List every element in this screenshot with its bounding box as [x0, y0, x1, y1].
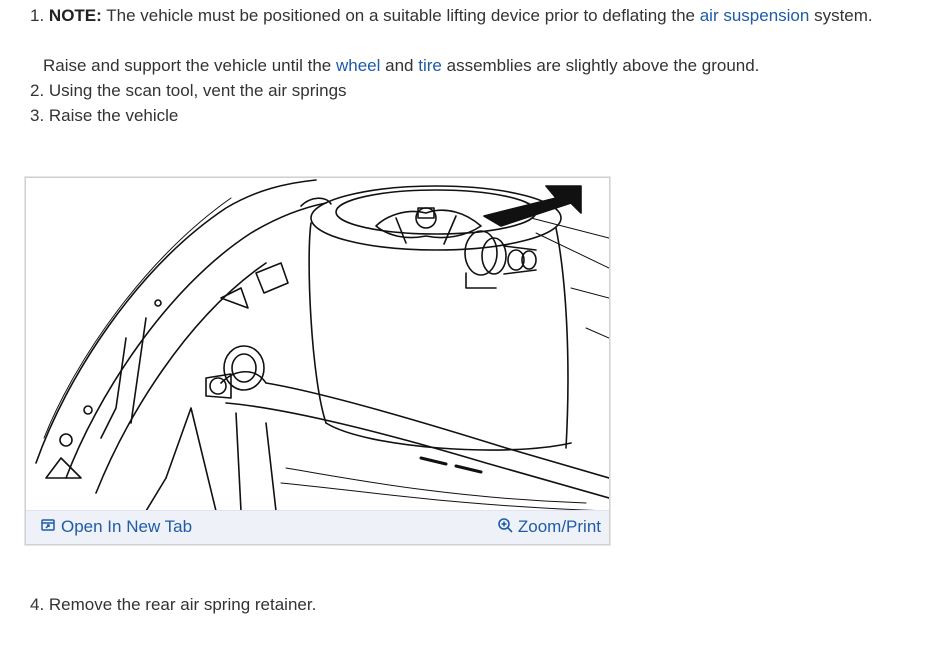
step-1 [30, 5, 873, 27]
air-suspension-link[interactable]: air suspension [699, 6, 810, 25]
zoom-in-icon [497, 519, 513, 535]
open-new-tab-icon [40, 519, 56, 535]
step-1-detail [43, 55, 759, 77]
open-in-new-tab-button[interactable] [40, 517, 192, 537]
tire-link[interactable]: tire [418, 56, 442, 75]
step-1-number: 1. [30, 6, 45, 25]
step-1-text-end: system. [814, 6, 873, 25]
zoom-print-label: Zoom/Print [517, 517, 601, 536]
open-in-new-tab-label: Open In New Tab [61, 517, 193, 536]
detail-text-a: Raise and support the vehicle until the [43, 56, 332, 75]
zoom-print-button[interactable] [497, 517, 601, 537]
air-spring-illustration [26, 178, 609, 511]
step-1-text: The vehicle must be positioned on a suitable lifting device prior to deflating the [106, 6, 695, 25]
air-spring-figure [25, 177, 610, 545]
step-2: 2. Using the scan tool, vent the air springs [30, 81, 347, 100]
note-label: NOTE: [48, 6, 102, 25]
step-3: 3. Raise the vehicle [30, 106, 179, 125]
detail-text-c: assemblies are slightly above the ground. [446, 56, 760, 75]
step-4: 4. Remove the rear air spring retainer. [30, 595, 317, 614]
wheel-link[interactable]: wheel [335, 56, 381, 75]
figure-toolbar [26, 510, 609, 544]
detail-text-b: and [385, 56, 414, 75]
